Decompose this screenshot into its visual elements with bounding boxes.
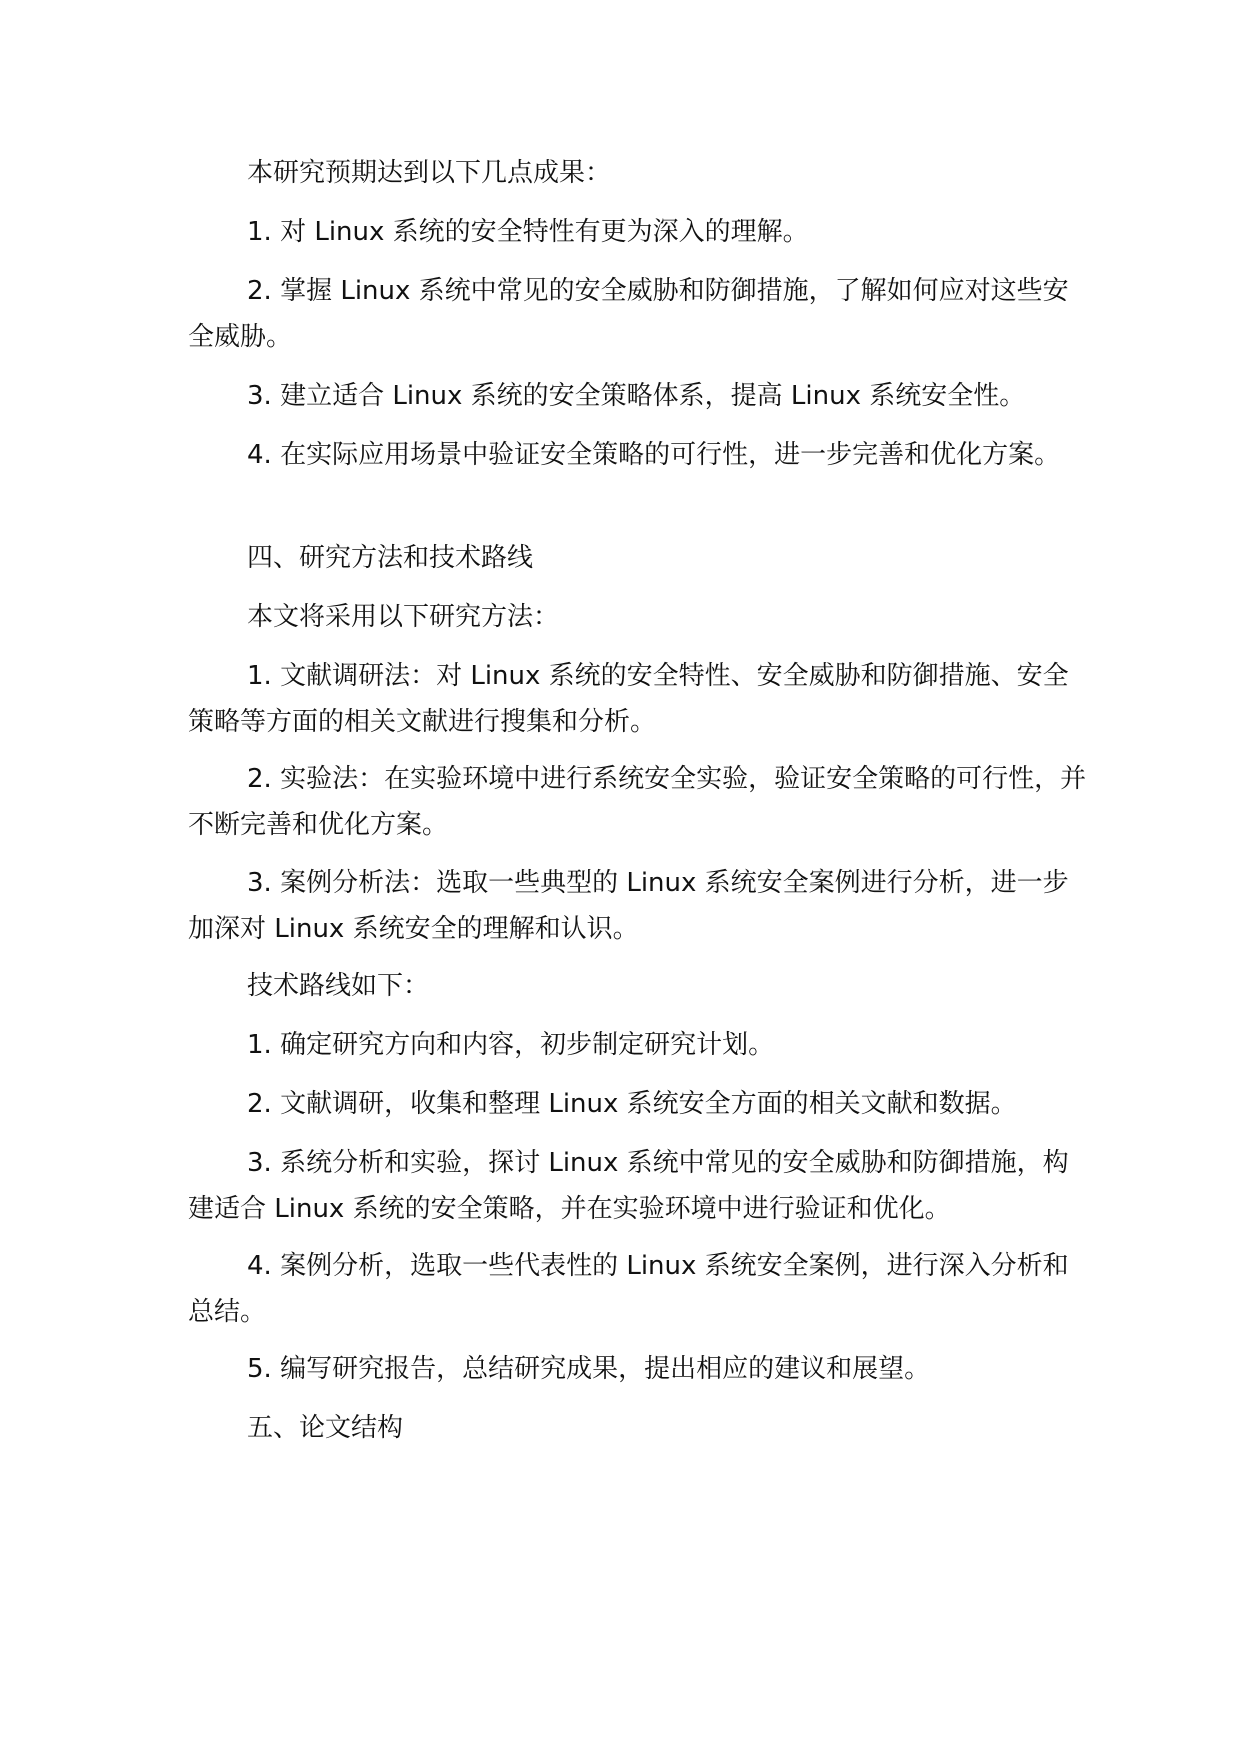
paragraph-result-4: 4. 在实际应用场景中验证安全策略的可行性，进一步完善和优化方案。 bbox=[247, 440, 1061, 470]
paragraph-route-5: 5. 编写研究报告，总结研究成果，提出相应的建议和展望。 bbox=[247, 1354, 931, 1384]
paragraph-route-2: 2. 文献调研，收集和整理 Linux 系统安全方面的相关文献和数据。 bbox=[247, 1089, 1017, 1119]
section-heading-structure: 五、论文结构 bbox=[247, 1413, 404, 1443]
paragraph-method-3: 3. 案例分析法：选取一些典型的 Linux 系统安全案例进行分析，进一步加深对 Linux 系统安全的理解和认识。 bbox=[188, 868, 1069, 944]
paragraph-expected-results-intro: 本研究预期达到以下几点成果： bbox=[247, 158, 612, 188]
paragraph-result-2: 2. 掌握 Linux 系统中常见的安全威胁和防御措施，了解如何应对这些安全威胁。 bbox=[188, 276, 1069, 352]
paragraph-route-intro: 技术路线如下： bbox=[247, 971, 430, 1001]
section-heading-methods: 四、研究方法和技术路线 bbox=[247, 543, 534, 573]
paragraph-route-4: 4. 案例分析，选取一些代表性的 Linux 系统安全案例，进行深入分析和总结。 bbox=[188, 1251, 1069, 1327]
paragraph-method-2: 2. 实验法：在实验环境中进行系统安全实验，验证安全策略的可行性，并不断完善和优化方案。 bbox=[188, 764, 1087, 840]
paragraph-result-1: 1. 对 Linux 系统的安全特性有更为深入的理解。 bbox=[247, 217, 809, 247]
paragraph-method-1: 1. 文献调研法：对 Linux 系统的安全特性、安全威胁和防御措施、安全策略等方面的相关文献进行搜集和分析。 bbox=[188, 661, 1069, 737]
paragraph-methods-intro: 本文将采用以下研究方法： bbox=[247, 602, 560, 632]
paragraph-route-1: 1. 确定研究方向和内容，初步制定研究计划。 bbox=[247, 1030, 775, 1060]
paragraph-result-3: 3. 建立适合 Linux 系统的安全策略体系，提高 Linux 系统安全性。 bbox=[247, 381, 1026, 411]
paragraph-route-3: 3. 系统分析和实验，探讨 Linux 系统中常见的安全威胁和防御措施，构建适合 Linux 系统的安全策略，并在实验环境中进行验证和优化。 bbox=[188, 1148, 1069, 1224]
